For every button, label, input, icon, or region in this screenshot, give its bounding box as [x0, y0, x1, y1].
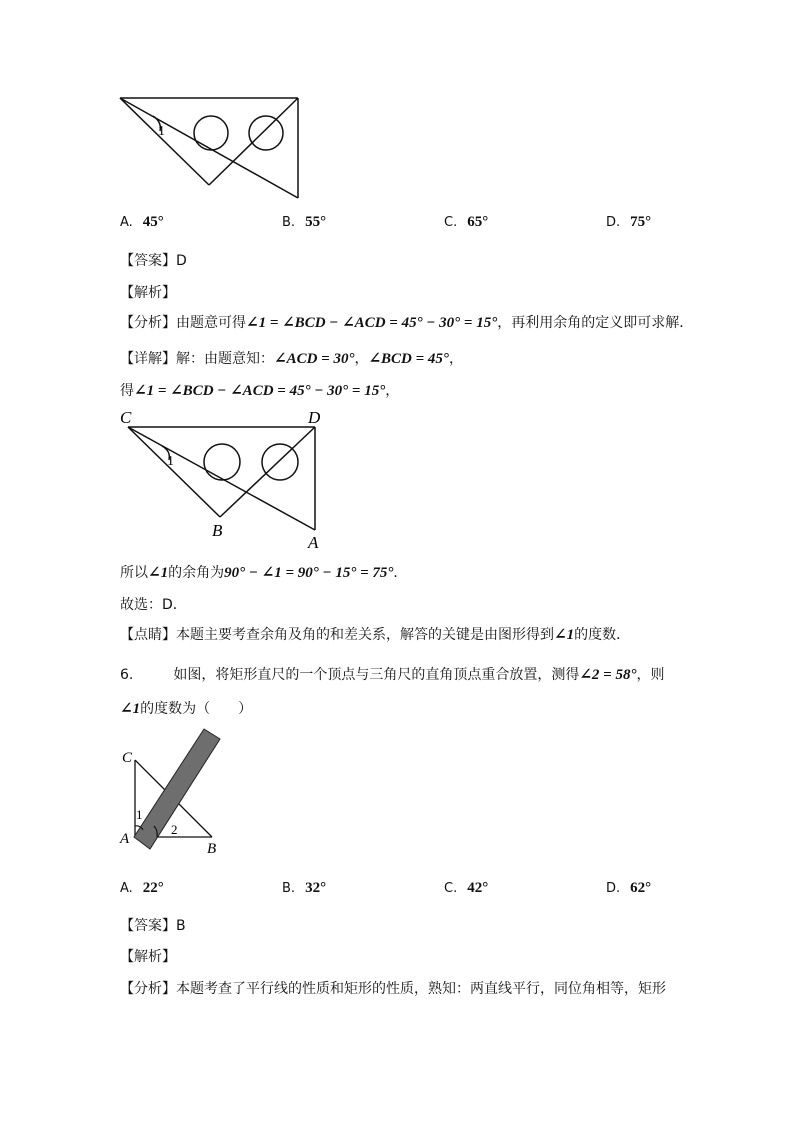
- option-letter: C.: [444, 881, 458, 896]
- dianjing-suffix: 的度数．: [574, 627, 631, 643]
- option-letter: A.: [120, 215, 133, 230]
- q6-label-b: B: [207, 841, 217, 857]
- fig1-hypotenuse-a: [120, 98, 298, 198]
- fenxi-label: 【分析】由题意可得: [120, 315, 246, 331]
- option-value: 32°: [305, 880, 327, 896]
- option-letter: D.: [606, 215, 621, 230]
- dianjing-prefix: 【点睛】本题主要考查余角及角的和差关系，解答的关键是由图形得到: [120, 627, 554, 643]
- q6-option-a[interactable]: [120, 880, 164, 897]
- fenxi-tail: ，再利用余角的定义即可求解．: [497, 315, 694, 331]
- q6-stem-line2: [120, 698, 252, 718]
- q5-answer: 【答案】D: [120, 253, 187, 269]
- q5-fenxi: [120, 312, 693, 332]
- q6-label-1: 1: [136, 807, 143, 822]
- q6-stem-line1: [120, 664, 664, 684]
- q5-dianjing: [120, 624, 630, 644]
- option-letter: C.: [444, 215, 458, 230]
- detail-math-2: ∠BCD = 45°: [368, 351, 449, 367]
- q5-suoyi: [120, 562, 407, 582]
- option-value: 45°: [142, 214, 164, 230]
- q5-guxuan: 故选：D．: [120, 597, 187, 613]
- q6-fenxi: 【分析】本题考查了平行线的性质和矩形的性质，熟知：两直线平行，同位角相等，矩形: [120, 981, 666, 997]
- fig2-label-a: A: [308, 533, 319, 552]
- figure-ruler-triangle: [112, 722, 242, 862]
- q6-stem-part2: ，则: [636, 667, 665, 683]
- option-value: 62°: [630, 880, 652, 896]
- q6-label-a: A: [120, 831, 130, 847]
- fig1-hole-right: [249, 116, 283, 150]
- fig2-hole-left: [204, 444, 240, 480]
- de-end: ，: [385, 383, 400, 399]
- option-letter: B.: [282, 215, 296, 230]
- q5-option-b[interactable]: [282, 214, 326, 231]
- q6-stem-line2-math: ∠1: [120, 701, 141, 717]
- q6-option-b[interactable]: [282, 880, 326, 897]
- q6-analysis-title: 【解析】: [120, 949, 176, 965]
- fenxi-math: ∠1 = ∠BCD − ∠ACD = 45° − 30° = 15°: [246, 315, 498, 331]
- option-letter: A.: [120, 881, 133, 896]
- q5-option-c[interactable]: [444, 214, 488, 231]
- q6-stem-math: ∠2 = 58°: [579, 667, 637, 683]
- de-math: ∠1 = ∠BCD − ∠ACD = 45° − 30° = 15°: [134, 383, 386, 399]
- detail-sep: ，: [354, 351, 369, 367]
- detail-end: ，: [448, 351, 463, 367]
- option-letter: B.: [282, 881, 296, 896]
- figure-triangles-labeled: [110, 405, 340, 553]
- suoyi-end: ．: [393, 565, 408, 581]
- q5-detail: [120, 348, 463, 368]
- figure-triangles-top: [110, 90, 310, 210]
- q6-stem-line2: 的度数为（ ）: [140, 701, 253, 717]
- dianjing-math: ∠1: [554, 627, 575, 643]
- q6-label-c: C: [122, 750, 133, 766]
- detail-label: 【详解】解：由题意知：: [120, 351, 274, 367]
- q6-number: 6.: [120, 667, 134, 683]
- fig2-label-d: D: [308, 408, 321, 427]
- option-value: 55°: [305, 214, 327, 230]
- suoyi-math-1: ∠1: [148, 565, 169, 581]
- q6-label-2: 2: [171, 822, 178, 837]
- suoyi-math-2: 90° − ∠1 = 90° − 15° = 75°: [224, 565, 394, 581]
- q6-stem-part1: 如图，将矩形直尺的一个顶点与三角尺的直角顶点重合放置，测得: [173, 667, 580, 683]
- q6-option-d[interactable]: [606, 880, 651, 897]
- de-label: 得: [120, 383, 134, 399]
- detail-math-1: ∠ACD = 30°: [274, 351, 355, 367]
- fig2-label-c: C: [120, 408, 132, 427]
- fig1-angle-label: 1: [158, 124, 165, 139]
- q5-option-d[interactable]: [606, 214, 651, 231]
- option-value: 22°: [142, 880, 164, 896]
- q5-analysis-title: 【解析】: [120, 285, 176, 301]
- q5-option-a[interactable]: [120, 214, 164, 231]
- q6-option-c[interactable]: [444, 880, 488, 897]
- fig2-label-b: B: [212, 521, 223, 540]
- q5-de: [120, 380, 399, 400]
- option-value: 42°: [467, 880, 489, 896]
- fig1-hole-left: [194, 116, 228, 150]
- q6-answer: 【答案】B: [120, 918, 186, 934]
- fig1-hypotenuse-b2: [209, 98, 298, 185]
- suoyi-label: 所以: [120, 565, 148, 581]
- option-value: 65°: [467, 214, 489, 230]
- option-value: 75°: [630, 214, 652, 230]
- fig2-angle-label: 1: [167, 454, 174, 469]
- suoyi-mid: 的余角为: [168, 565, 225, 581]
- option-letter: D.: [606, 881, 621, 896]
- fig2-hole-right: [262, 444, 298, 480]
